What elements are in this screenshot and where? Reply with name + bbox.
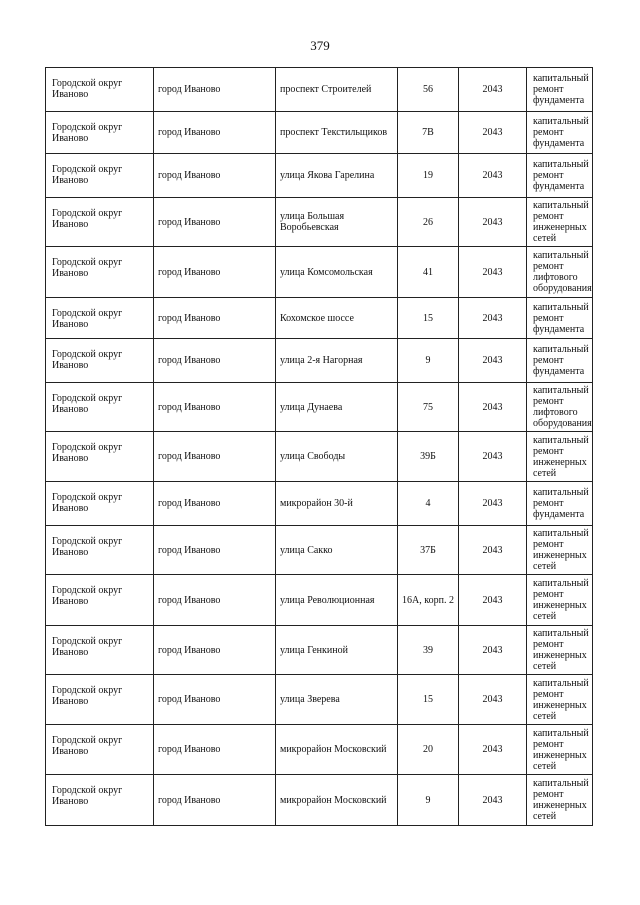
year-cell: 2043 — [459, 339, 527, 383]
city-cell: город Иваново — [154, 675, 276, 725]
year-cell: 2043 — [459, 626, 527, 675]
city-cell: город Иваново — [154, 247, 276, 298]
table-row — [46, 626, 593, 675]
year-cell: 2043 — [459, 482, 527, 526]
district-cell: Городской округ Иваново — [46, 298, 154, 339]
city-cell: город Иваново — [154, 432, 276, 482]
city-cell: город Иваново — [154, 575, 276, 626]
house-number-cell: 41 — [398, 247, 459, 298]
work-type-cell: капитальный ремонт фундамента — [527, 68, 593, 112]
year-cell: 2043 — [459, 675, 527, 725]
house-number-cell: 75 — [398, 383, 459, 432]
table-row — [46, 432, 593, 482]
table-row — [46, 526, 593, 575]
city-cell: город Иваново — [154, 526, 276, 575]
work-type-cell: капитальный ремонт инженерных сетей — [527, 526, 593, 575]
work-type-cell: капитальный ремонт фундамента — [527, 298, 593, 339]
work-type-cell: капитальный ремонт лифтового оборудования — [527, 247, 593, 298]
street-cell: улица Якова Гарелина — [276, 154, 398, 198]
repair-schedule-table — [45, 67, 593, 826]
district-cell: Городской округ Иваново — [46, 432, 154, 482]
city-cell: город Иваново — [154, 112, 276, 154]
street-cell: улица Генкиной — [276, 626, 398, 675]
year-cell: 2043 — [459, 154, 527, 198]
street-cell: улица Большая Воробьевская — [276, 198, 398, 247]
work-type-cell: капитальный ремонт фундамента — [527, 154, 593, 198]
work-type-cell: капитальный ремонт инженерных сетей — [527, 775, 593, 826]
year-cell: 2043 — [459, 575, 527, 626]
year-cell: 2043 — [459, 775, 527, 826]
table-row — [46, 339, 593, 383]
year-cell: 2043 — [459, 68, 527, 112]
city-cell: город Иваново — [154, 298, 276, 339]
table-row — [46, 482, 593, 526]
work-type-cell: капитальный ремонт инженерных сетей — [527, 575, 593, 626]
work-type-cell: капитальный ремонт лифтового оборудования — [527, 383, 593, 432]
house-number-cell: 15 — [398, 298, 459, 339]
house-number-cell: 39Б — [398, 432, 459, 482]
table-row — [46, 575, 593, 626]
district-cell: Городской округ Иваново — [46, 775, 154, 826]
district-cell: Городской округ Иваново — [46, 112, 154, 154]
house-number-cell: 4 — [398, 482, 459, 526]
district-cell: Городской округ Иваново — [46, 725, 154, 775]
year-cell: 2043 — [459, 298, 527, 339]
work-type-cell: капитальный ремонт фундамента — [527, 482, 593, 526]
table-row — [46, 68, 593, 112]
house-number-cell: 26 — [398, 198, 459, 247]
street-cell: улица Дунаева — [276, 383, 398, 432]
year-cell: 2043 — [459, 383, 527, 432]
year-cell: 2043 — [459, 247, 527, 298]
district-cell: Городской округ Иваново — [46, 154, 154, 198]
street-cell: улица Революционная — [276, 575, 398, 626]
house-number-cell: 9 — [398, 339, 459, 383]
street-cell: улица Зверева — [276, 675, 398, 725]
city-cell: город Иваново — [154, 68, 276, 112]
work-type-cell: капитальный ремонт фундамента — [527, 339, 593, 383]
street-cell: улица Комсомольская — [276, 247, 398, 298]
table-row — [46, 775, 593, 826]
house-number-cell: 37Б — [398, 526, 459, 575]
street-cell: улица Свободы — [276, 432, 398, 482]
year-cell: 2043 — [459, 198, 527, 247]
city-cell: город Иваново — [154, 775, 276, 826]
city-cell: город Иваново — [154, 198, 276, 247]
city-cell: город Иваново — [154, 154, 276, 198]
table-row — [46, 247, 593, 298]
house-number-cell: 56 — [398, 68, 459, 112]
table-row — [46, 675, 593, 725]
district-cell: Городской округ Иваново — [46, 68, 154, 112]
work-type-cell: капитальный ремонт инженерных сетей — [527, 432, 593, 482]
year-cell: 2043 — [459, 526, 527, 575]
house-number-cell: 9 — [398, 775, 459, 826]
street-cell: микрорайон 30-й — [276, 482, 398, 526]
city-cell: город Иваново — [154, 725, 276, 775]
city-cell: город Иваново — [154, 482, 276, 526]
work-type-cell: капитальный ремонт инженерных сетей — [527, 675, 593, 725]
street-cell: микрорайон Московский — [276, 725, 398, 775]
street-cell: улица 2-я Нагорная — [276, 339, 398, 383]
table-row — [46, 198, 593, 247]
house-number-cell: 20 — [398, 725, 459, 775]
work-type-cell: капитальный ремонт инженерных сетей — [527, 198, 593, 247]
table-body — [46, 68, 593, 826]
table-row — [46, 725, 593, 775]
district-cell: Городской округ Иваново — [46, 247, 154, 298]
district-cell: Городской округ Иваново — [46, 339, 154, 383]
house-number-cell: 7В — [398, 112, 459, 154]
street-cell: проспект Строителей — [276, 68, 398, 112]
street-cell: микрорайон Московский — [276, 775, 398, 826]
street-cell: улица Сакко — [276, 526, 398, 575]
year-cell: 2043 — [459, 432, 527, 482]
table-row — [46, 383, 593, 432]
year-cell: 2043 — [459, 725, 527, 775]
district-cell: Городской округ Иваново — [46, 575, 154, 626]
year-cell: 2043 — [459, 112, 527, 154]
district-cell: Городской округ Иваново — [46, 626, 154, 675]
work-type-cell: капитальный ремонт инженерных сетей — [527, 725, 593, 775]
house-number-cell: 15 — [398, 675, 459, 725]
work-type-cell: капитальный ремонт инженерных сетей — [527, 626, 593, 675]
city-cell: город Иваново — [154, 339, 276, 383]
house-number-cell: 16А, корп. 2 — [398, 575, 459, 626]
street-cell: Кохомское шоссе — [276, 298, 398, 339]
table-row — [46, 112, 593, 154]
district-cell: Городской округ Иваново — [46, 526, 154, 575]
district-cell: Городской округ Иваново — [46, 482, 154, 526]
district-cell: Городской округ Иваново — [46, 383, 154, 432]
table-row — [46, 298, 593, 339]
page-number: 379 — [310, 38, 330, 53]
house-number-cell: 39 — [398, 626, 459, 675]
house-number-cell: 19 — [398, 154, 459, 198]
district-cell: Городской округ Иваново — [46, 198, 154, 247]
city-cell: город Иваново — [154, 383, 276, 432]
street-cell: проспект Текстильщиков — [276, 112, 398, 154]
work-type-cell: капитальный ремонт фундамента — [527, 112, 593, 154]
table-row — [46, 154, 593, 198]
district-cell: Городской округ Иваново — [46, 675, 154, 725]
city-cell: город Иваново — [154, 626, 276, 675]
